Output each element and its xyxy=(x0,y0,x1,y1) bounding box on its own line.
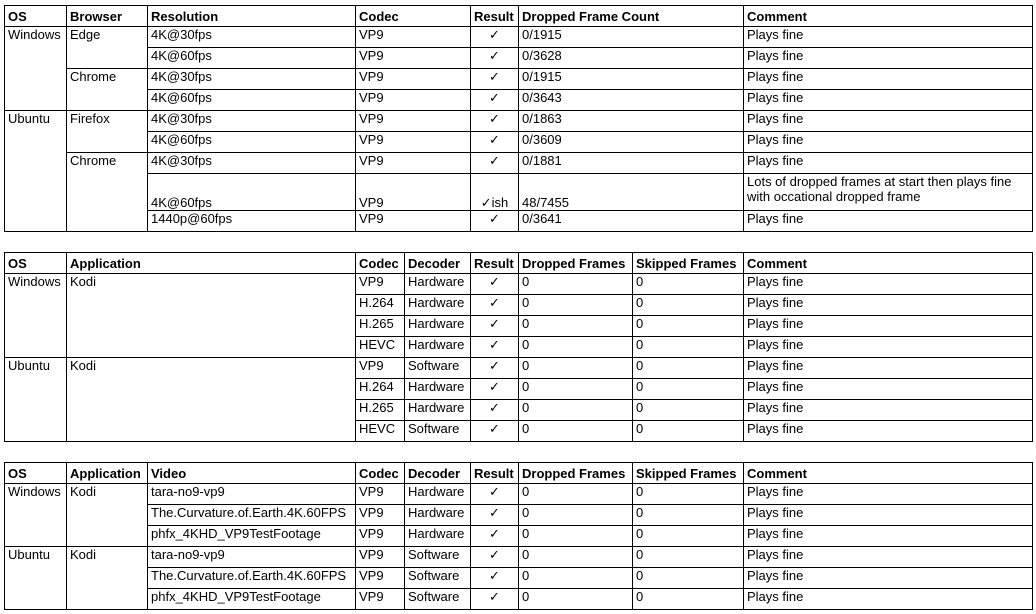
browser-cell: Firefox xyxy=(67,111,148,153)
table-header-row xyxy=(5,253,1033,274)
os-cell: Ubuntu xyxy=(5,111,67,232)
table-row xyxy=(5,111,1033,132)
video-cell: tara-no9-vp9 xyxy=(148,484,356,505)
skipped-frames-cell: 0 xyxy=(633,589,744,610)
skipped-frames-cell: 0 xyxy=(633,358,744,379)
table-row xyxy=(5,153,1033,174)
result-cell: ✓ xyxy=(471,111,519,132)
application-video-table xyxy=(4,462,1033,610)
comment-cell: Plays fine xyxy=(744,400,1033,421)
browser-cell: Chrome xyxy=(67,153,148,232)
video-cell: phfx_4KHD_VP9TestFootage xyxy=(148,589,356,610)
column-header-comment: Comment xyxy=(744,6,1033,27)
table-row xyxy=(5,211,1033,232)
result-cell: ✓ xyxy=(471,295,519,316)
result-cell: ✓ xyxy=(471,568,519,589)
codec-cell: H.264 xyxy=(356,295,405,316)
dropped-frame-count-cell: 0/1881 xyxy=(519,153,744,174)
result-cell: ✓ xyxy=(471,589,519,610)
comment-cell: Plays fine xyxy=(744,274,1033,295)
codec-cell: VP9 xyxy=(356,358,405,379)
result-cell: ✓ xyxy=(471,316,519,337)
comment-cell: Plays fine xyxy=(744,48,1033,69)
dropped-frames-cell: 0 xyxy=(519,337,633,358)
column-header-os: OS xyxy=(5,6,67,27)
table-row xyxy=(5,589,1033,610)
dropped-frame-count-cell: 0/1915 xyxy=(519,69,744,90)
result-cell: ✓ xyxy=(471,274,519,295)
resolution-cell: 4K@30fps xyxy=(148,69,356,90)
codec-cell: VP9 xyxy=(356,274,405,295)
comment-cell: Plays fine xyxy=(744,547,1033,568)
codec-cell: VP9 xyxy=(356,48,471,69)
result-cell: ✓ xyxy=(471,400,519,421)
codec-cell: VP9 xyxy=(356,69,471,90)
table-row xyxy=(5,90,1033,111)
comment-cell: Plays fine xyxy=(744,69,1033,90)
video-cell: phfx_4KHD_VP9TestFootage xyxy=(148,526,356,547)
os-cell: Windows xyxy=(5,274,67,358)
column-header-codec: Codec xyxy=(356,463,405,484)
skipped-frames-cell: 0 xyxy=(633,526,744,547)
decoder-cell: Hardware xyxy=(405,505,471,526)
comment-cell: Plays fine xyxy=(744,526,1033,547)
resolution-cell: 4K@30fps xyxy=(148,111,356,132)
resolution-cell: 4K@60fps xyxy=(148,90,356,111)
dropped-frame-count-cell: 0/3628 xyxy=(519,48,744,69)
table-row xyxy=(5,505,1033,526)
table-header-row xyxy=(5,6,1033,27)
column-header-application: Application xyxy=(67,463,148,484)
result-cell: ✓ xyxy=(471,153,519,174)
skipped-frames-cell: 0 xyxy=(633,421,744,442)
column-header-browser: Browser xyxy=(67,6,148,27)
column-header-resolution: Resolution xyxy=(148,6,356,27)
decoder-cell: Hardware xyxy=(405,295,471,316)
application-cell: Kodi xyxy=(67,484,148,547)
column-header-os: OS xyxy=(5,253,67,274)
codec-cell: HEVC xyxy=(356,421,405,442)
dropped-frame-count-cell: 48/7455 xyxy=(519,174,744,211)
decoder-cell: Hardware xyxy=(405,484,471,505)
comment-cell: Plays fine xyxy=(744,358,1033,379)
column-header-os: OS xyxy=(5,463,67,484)
decoder-cell: Hardware xyxy=(405,526,471,547)
result-cell: ✓ xyxy=(471,526,519,547)
table-row xyxy=(5,48,1033,69)
decoder-cell: Hardware xyxy=(405,379,471,400)
codec-cell: H.265 xyxy=(356,316,405,337)
codec-cell: VP9 xyxy=(356,568,405,589)
comment-cell: Plays fine xyxy=(744,589,1033,610)
column-header-video: Video xyxy=(148,463,356,484)
column-header-result: Result xyxy=(471,463,519,484)
comment-cell: Plays fine xyxy=(744,211,1033,232)
comment-cell: Plays fine xyxy=(744,484,1033,505)
comment-cell: Plays fine xyxy=(744,132,1033,153)
dropped-frames-cell: 0 xyxy=(519,295,633,316)
comment-cell: Plays fine xyxy=(744,337,1033,358)
codec-cell: H.265 xyxy=(356,400,405,421)
dropped-frames-cell: 0 xyxy=(519,547,633,568)
table-row xyxy=(5,274,1033,295)
dropped-frame-count-cell: 0/3643 xyxy=(519,90,744,111)
dropped-frames-cell: 0 xyxy=(519,316,633,337)
table-row xyxy=(5,69,1033,90)
skipped-frames-cell: 0 xyxy=(633,337,744,358)
column-header-result: Result xyxy=(471,253,519,274)
skipped-frames-cell: 0 xyxy=(633,316,744,337)
column-header-decoder: Decoder xyxy=(405,463,471,484)
decoder-cell: Software xyxy=(405,547,471,568)
result-cell: ✓ xyxy=(471,358,519,379)
comment-cell: Plays fine xyxy=(744,27,1033,48)
result-cell: ✓ xyxy=(471,27,519,48)
codec-cell: VP9 xyxy=(356,547,405,568)
dropped-frames-cell: 0 xyxy=(519,526,633,547)
comment-cell: Lots of dropped frames at start then plays fine with occational dropped frame xyxy=(744,174,1033,211)
result-cell: ✓ xyxy=(471,90,519,111)
table-row xyxy=(5,27,1033,48)
resolution-cell: 4K@30fps xyxy=(148,153,356,174)
skipped-frames-cell: 0 xyxy=(633,547,744,568)
skipped-frames-cell: 0 xyxy=(633,379,744,400)
dropped-frames-cell: 0 xyxy=(519,505,633,526)
dropped-frames-cell: 0 xyxy=(519,484,633,505)
codec-cell: VP9 xyxy=(356,484,405,505)
os-cell: Ubuntu xyxy=(5,358,67,442)
column-header-codec: Codec xyxy=(356,253,405,274)
codec-cell: VP9 xyxy=(356,505,405,526)
codec-cell: VP9 xyxy=(356,132,471,153)
table-row xyxy=(5,132,1033,153)
dropped-frame-count-cell: 0/1915 xyxy=(519,27,744,48)
result-cell: ✓ xyxy=(471,505,519,526)
table-row xyxy=(5,174,1033,211)
os-cell: Ubuntu xyxy=(5,547,67,610)
browser-cell: Edge xyxy=(67,27,148,69)
skipped-frames-cell: 0 xyxy=(633,505,744,526)
column-header-comment: Comment xyxy=(744,463,1033,484)
codec-cell: VP9 xyxy=(356,111,471,132)
codec-cell: VP9 xyxy=(356,589,405,610)
application-cell: Kodi xyxy=(67,274,356,358)
comment-cell: Plays fine xyxy=(744,295,1033,316)
comment-cell: Plays fine xyxy=(744,379,1033,400)
table-row xyxy=(5,484,1033,505)
resolution-cell: 4K@60fps xyxy=(148,174,356,211)
comment-cell: Plays fine xyxy=(744,316,1033,337)
comment-cell: Plays fine xyxy=(744,90,1033,111)
table-row xyxy=(5,526,1033,547)
decoder-cell: Hardware xyxy=(405,337,471,358)
result-cell: ✓ xyxy=(471,211,519,232)
column-header-application: Application xyxy=(67,253,356,274)
column-header-codec: Codec xyxy=(356,6,471,27)
codec-cell: HEVC xyxy=(356,337,405,358)
resolution-cell: 4K@60fps xyxy=(148,132,356,153)
resolution-cell: 4K@30fps xyxy=(148,27,356,48)
result-cell: ✓ xyxy=(471,547,519,568)
dropped-frames-cell: 0 xyxy=(519,421,633,442)
result-cell: ✓ xyxy=(471,69,519,90)
codec-cell: VP9 xyxy=(356,211,471,232)
column-header-decoder: Decoder xyxy=(405,253,471,274)
skipped-frames-cell: 0 xyxy=(633,484,744,505)
video-cell: The.Curvature.of.Earth.4K.60FPS xyxy=(148,505,356,526)
dropped-frames-cell: 0 xyxy=(519,589,633,610)
column-header-dropped-frame-count: Dropped Frame Count xyxy=(519,6,744,27)
os-cell: Windows xyxy=(5,27,67,111)
result-cell: ✓ xyxy=(471,337,519,358)
column-header-dropped-frames: Dropped Frames xyxy=(519,463,633,484)
column-header-skipped-frames: Skipped Frames xyxy=(633,463,744,484)
comment-cell: Plays fine xyxy=(744,111,1033,132)
application-cell: Kodi xyxy=(67,358,356,442)
os-cell: Windows xyxy=(5,484,67,547)
decoder-cell: Software xyxy=(405,421,471,442)
decoder-cell: Software xyxy=(405,589,471,610)
dropped-frame-count-cell: 0/3609 xyxy=(519,132,744,153)
dropped-frames-cell: 0 xyxy=(519,379,633,400)
result-cell: ✓ xyxy=(471,421,519,442)
comment-cell: Plays fine xyxy=(744,153,1033,174)
table-row xyxy=(5,568,1033,589)
codec-cell: VP9 xyxy=(356,90,471,111)
dropped-frame-count-cell: 0/1863 xyxy=(519,111,744,132)
result-cell: ✓ xyxy=(471,132,519,153)
decoder-cell: Hardware xyxy=(405,274,471,295)
decoder-cell: Hardware xyxy=(405,316,471,337)
skipped-frames-cell: 0 xyxy=(633,568,744,589)
application-cell: Kodi xyxy=(67,547,148,610)
comment-cell: Plays fine xyxy=(744,505,1033,526)
table-row xyxy=(5,358,1033,379)
skipped-frames-cell: 0 xyxy=(633,295,744,316)
application-codec-table xyxy=(4,252,1033,442)
codec-cell: VP9 xyxy=(356,526,405,547)
table-header-row xyxy=(5,463,1033,484)
decoder-cell: Hardware xyxy=(405,400,471,421)
decoder-cell: Software xyxy=(405,358,471,379)
video-cell: The.Curvature.of.Earth.4K.60FPS xyxy=(148,568,356,589)
result-cell: ✓ xyxy=(471,48,519,69)
result-cell: ✓ish xyxy=(471,174,519,211)
video-cell: tara-no9-vp9 xyxy=(148,547,356,568)
column-header-comment: Comment xyxy=(744,253,1033,274)
codec-cell: VP9 xyxy=(356,174,471,211)
result-cell: ✓ xyxy=(471,379,519,400)
skipped-frames-cell: 0 xyxy=(633,400,744,421)
decoder-cell: Software xyxy=(405,568,471,589)
comment-cell: Plays fine xyxy=(744,421,1033,442)
column-header-dropped-frames: Dropped Frames xyxy=(519,253,633,274)
column-header-skipped-frames: Skipped Frames xyxy=(633,253,744,274)
browser-cell: Chrome xyxy=(67,69,148,111)
codec-cell: H.264 xyxy=(356,379,405,400)
comment-cell: Plays fine xyxy=(744,568,1033,589)
dropped-frames-cell: 0 xyxy=(519,568,633,589)
skipped-frames-cell: 0 xyxy=(633,274,744,295)
codec-cell: VP9 xyxy=(356,27,471,48)
dropped-frames-cell: 0 xyxy=(519,358,633,379)
dropped-frames-cell: 0 xyxy=(519,400,633,421)
browser-playback-table xyxy=(4,5,1033,232)
result-cell: ✓ xyxy=(471,484,519,505)
resolution-cell: 4K@60fps xyxy=(148,48,356,69)
dropped-frames-cell: 0 xyxy=(519,274,633,295)
column-header-result: Result xyxy=(471,6,519,27)
dropped-frame-count-cell: 0/3641 xyxy=(519,211,744,232)
table-row xyxy=(5,547,1033,568)
resolution-cell: 1440p@60fps xyxy=(148,211,356,232)
codec-cell: VP9 xyxy=(356,153,471,174)
